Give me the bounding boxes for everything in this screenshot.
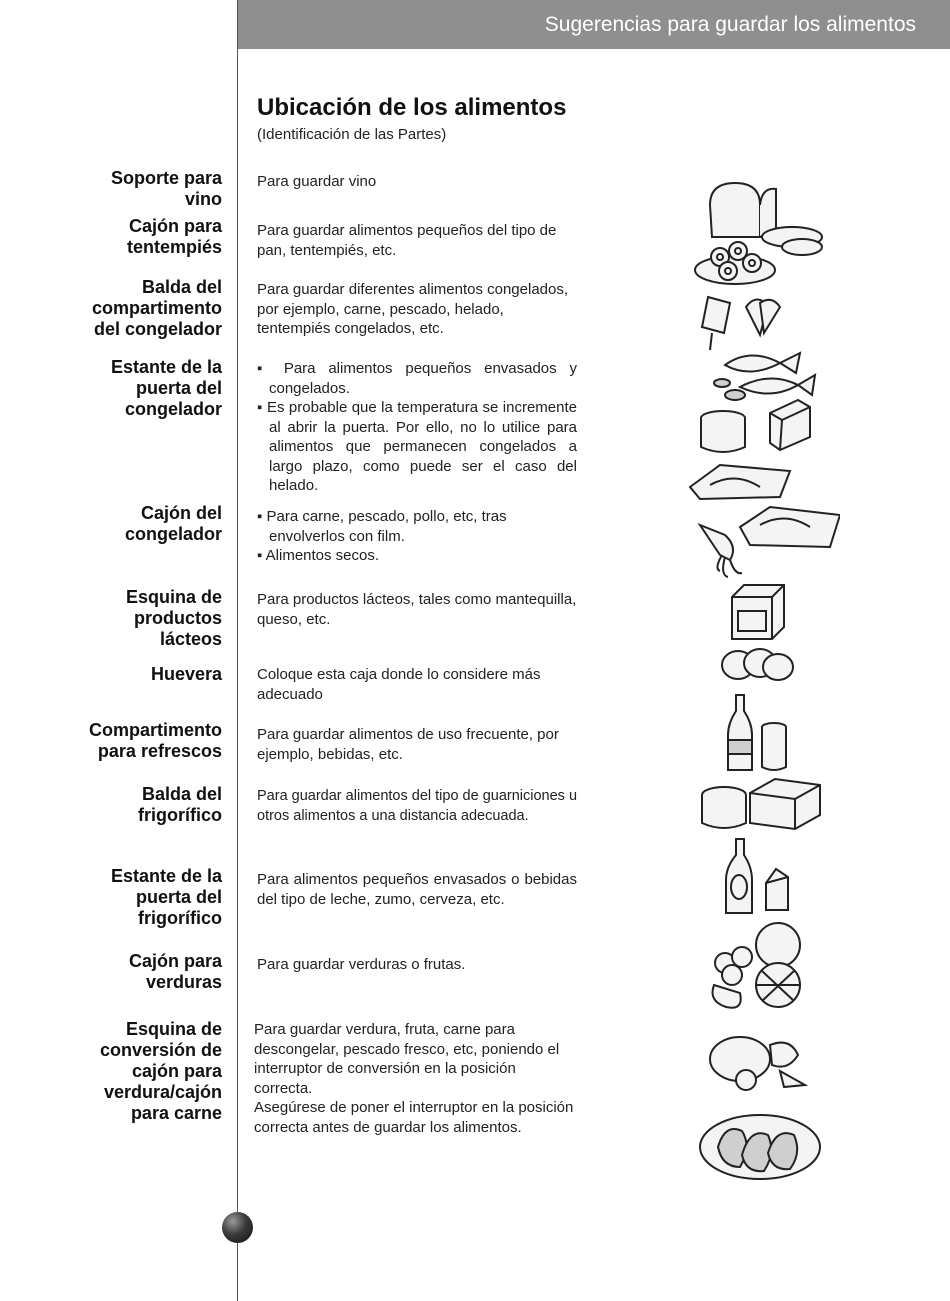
vegetables-icon bbox=[710, 1037, 805, 1090]
item-desc-vegetable-drawer: Para guardar verduras o frutas. bbox=[257, 956, 466, 973]
section-title: Ubicación de los alimentos bbox=[257, 94, 567, 121]
containers-icon bbox=[702, 779, 820, 829]
item-desc-dairy-corner: Para productos lácteos, tales como mantequilla, queso, etc. bbox=[257, 591, 577, 628]
item-desc-freezer-door-shelf: ▪ Para alimentos pequeños envasados y congelados. ▪ Es probable que la temperatura se incremente al abrir la puerta. Por ello, no lo utilice para alimentos que permanecen congelados a largo plazo, como puede ser el caso del helado. bbox=[257, 360, 577, 494]
page-marker-icon bbox=[222, 1212, 253, 1243]
canned-food-icon bbox=[701, 400, 810, 452]
item-desc-wine-rack: Para guardar vino bbox=[257, 173, 377, 190]
header-bar bbox=[238, 0, 950, 49]
item-label-egg-box: Huevera bbox=[150, 664, 222, 684]
meat-plate-icon bbox=[700, 1115, 820, 1179]
donuts-icon bbox=[695, 242, 775, 284]
eggs-icon bbox=[722, 649, 793, 680]
item-label-fridge-shelf: Balda del frigorífico bbox=[138, 784, 222, 825]
fish-icon bbox=[714, 353, 815, 400]
item-desc-snack-drawer: Para guardar alimentos pequeños del tipo de pan, tentempiés, etc. bbox=[257, 222, 557, 259]
item-desc-fridge-shelf: Para guardar alimentos del tipo de guarniciones u otros alimentos a una distancia adecuada. bbox=[257, 788, 578, 824]
fruits-icon bbox=[713, 923, 801, 1008]
item-label-fridge-door-shelf: Estante de la puerta del frigorífico bbox=[110, 866, 222, 928]
item-label-freezer-door-shelf: Estante de la puerta del congelador bbox=[110, 357, 222, 419]
item-desc-refresh-compartment: Para guardar alimentos de uso frecuente, por ejemplo, bebidas, etc. bbox=[257, 726, 559, 763]
item-desc-conversion-corner: Para guardar verdura, fruta, carne para descongelar, pescado fresco, etc, poniendo el interruptor de conversión en la posición correcta. Asegúrese de poner el interruptor en la posición correcta antes de guardar los alimentos. bbox=[254, 1021, 574, 1136]
baguette-icon bbox=[762, 227, 822, 255]
item-desc-freezer-shelf: Para guardar diferentes alimentos congelados, por ejemplo, carne, pescado, helado, tentempiés congelados, etc. bbox=[257, 281, 569, 337]
item-label-freezer-drawer: Cajón del congelador bbox=[124, 503, 222, 544]
item-desc-fridge-door-shelf: Para alimentos pequeños envasados o bebidas del tipo de leche, zumo, cerveza, etc. bbox=[257, 871, 577, 908]
soda-bottle-icon bbox=[728, 695, 786, 770]
item-label-vegetable-drawer: Cajón para verduras bbox=[128, 951, 222, 992]
vertical-divider bbox=[237, 0, 238, 1301]
section-subtitle: (Identificación de las Partes) bbox=[257, 126, 447, 143]
item-desc-freezer-drawer: ▪ Para carne, pescado, pollo, etc, tras envolverlos con film. ▪ Alimentos secos. bbox=[257, 508, 507, 564]
food-illustrations bbox=[680, 175, 840, 1195]
milk-bottle-icon bbox=[726, 839, 788, 913]
item-label-wine-rack: Soporte para vino bbox=[110, 168, 222, 209]
item-label-dairy-corner: Esquina de productos lácteos bbox=[125, 587, 222, 649]
ice-cream-icon bbox=[702, 297, 780, 350]
butter-box-icon bbox=[732, 585, 784, 639]
item-label-snack-drawer: Cajón para tentempiés bbox=[126, 216, 222, 257]
item-label-refresh-compartment: Compartimento para refrescos bbox=[88, 720, 222, 761]
item-desc-egg-box: Coloque esta caja donde lo considere más adecuado bbox=[257, 666, 541, 703]
squid-icon bbox=[700, 525, 742, 577]
item-label-freezer-shelf: Balda del compartimento del congelador bbox=[91, 277, 222, 339]
item-label-conversion-corner: Esquina de conversión de cajón para verdura/cajón para carne bbox=[99, 1019, 222, 1123]
page-header-title: Sugerencias para guardar los alimentos bbox=[544, 13, 916, 36]
bread-icon bbox=[710, 183, 776, 237]
